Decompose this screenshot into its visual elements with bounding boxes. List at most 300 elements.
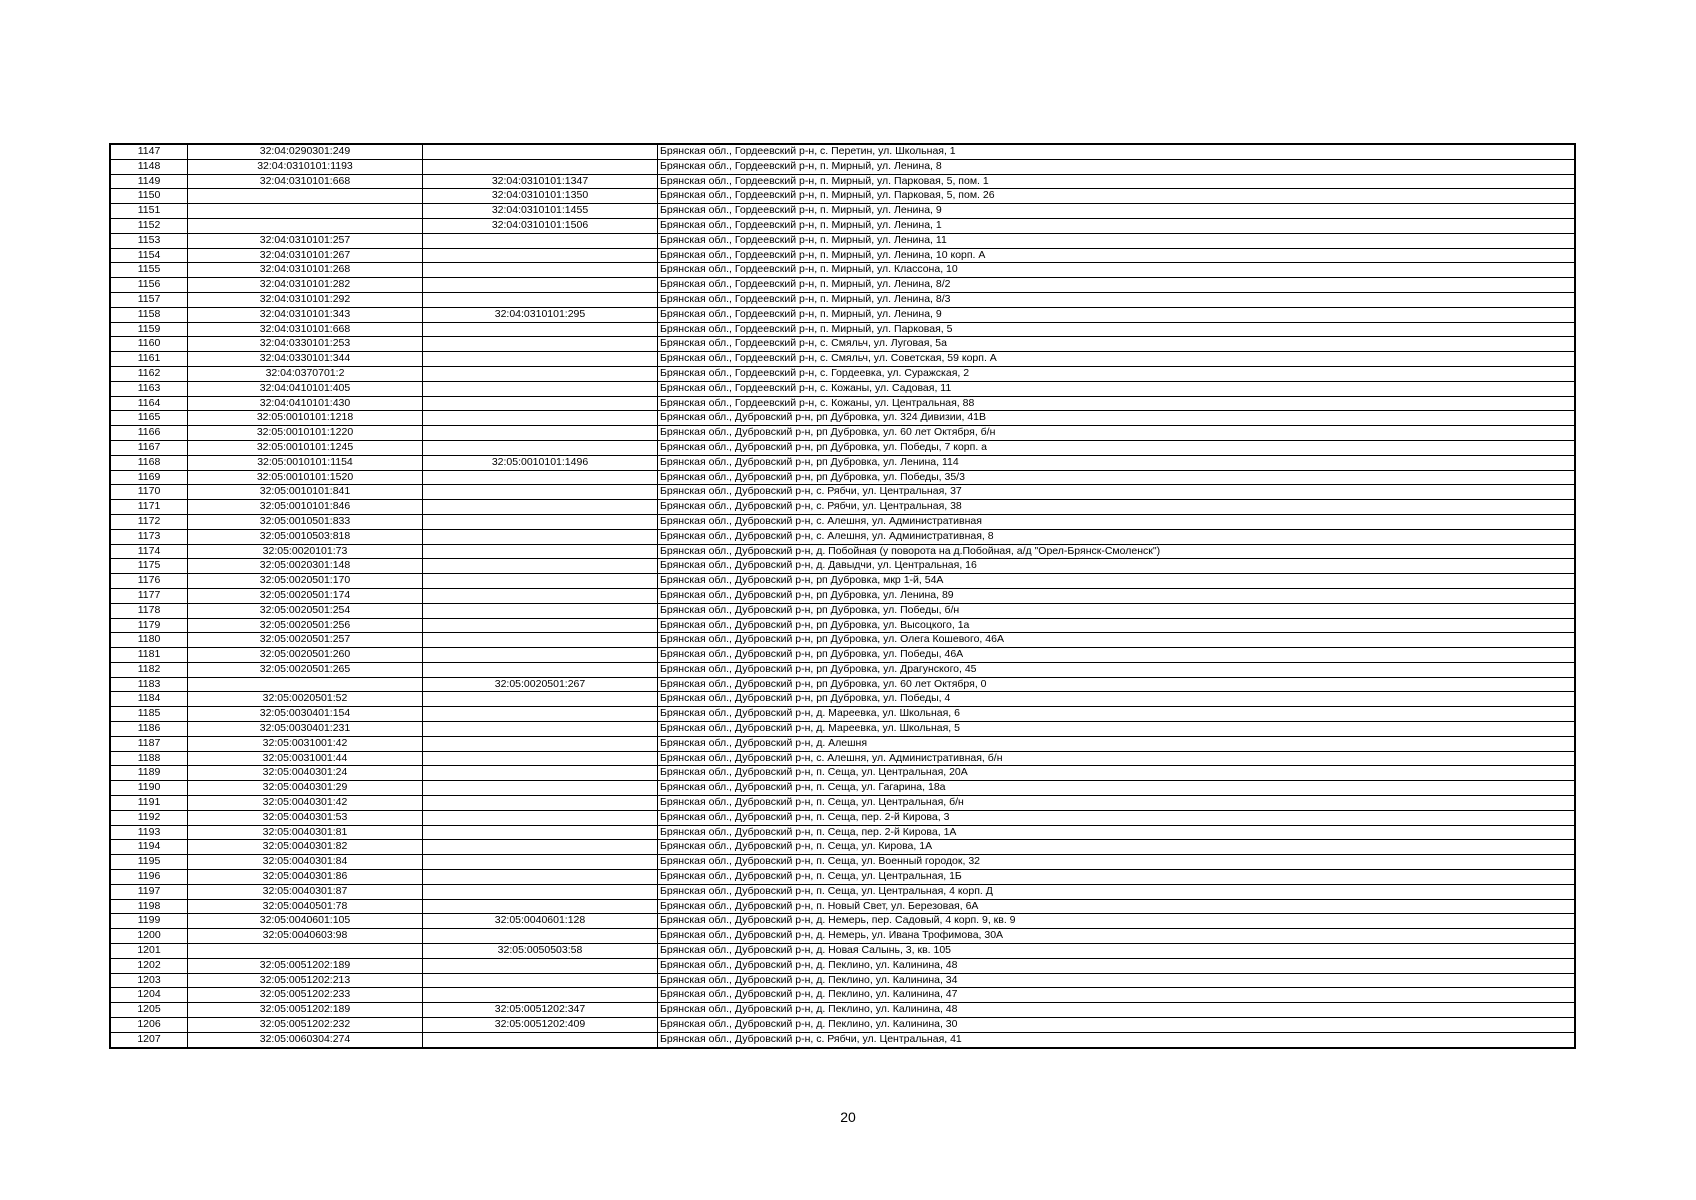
related-cadastral-number-cell	[423, 574, 658, 589]
row-number-cell: 1175	[110, 559, 188, 574]
row-number-cell: 1185	[110, 707, 188, 722]
address-cell: Брянская обл., Дубровский р-н, д. Пеклино, ул. Калинина, 47	[658, 988, 1576, 1003]
row-number-cell: 1201	[110, 944, 188, 959]
address-cell: Брянская обл., Дубровский р-н, рп Дубровка, ул. Победы, 4	[658, 692, 1576, 707]
cadastral-number-cell: 32:04:0310101:292	[188, 292, 423, 307]
cadastral-number-cell: 32:05:0051202:233	[188, 988, 423, 1003]
address-cell: Брянская обл., Дубровский р-н, с. Алешня, ул. Административная, 8	[658, 529, 1576, 544]
address-cell: Брянская обл., Гордеевский р-н, с. Кожаны, ул. Садовая, 11	[658, 381, 1576, 396]
row-number-cell: 1196	[110, 870, 188, 885]
related-cadastral-number-cell	[423, 662, 658, 677]
row-number-cell: 1179	[110, 618, 188, 633]
cadastral-number-cell: 32:04:0330101:253	[188, 337, 423, 352]
table-row	[110, 662, 1575, 677]
address-cell: Брянская обл., Дубровский р-н, п. Сеща, ул. Центральная, б/н	[658, 796, 1576, 811]
related-cadastral-number-cell	[423, 707, 658, 722]
related-cadastral-number-cell	[423, 440, 658, 455]
related-cadastral-number-cell: 32:05:0051202:347	[423, 1003, 658, 1018]
related-cadastral-number-cell	[423, 840, 658, 855]
table-row	[110, 248, 1575, 263]
row-number-cell: 1149	[110, 174, 188, 189]
related-cadastral-number-cell	[423, 796, 658, 811]
row-number-cell: 1172	[110, 514, 188, 529]
related-cadastral-number-cell	[423, 411, 658, 426]
table-row	[110, 514, 1575, 529]
table-row	[110, 796, 1575, 811]
related-cadastral-number-cell	[423, 292, 658, 307]
cadastral-number-cell: 32:05:0030401:154	[188, 707, 423, 722]
row-number-cell: 1148	[110, 159, 188, 174]
cadastral-number-cell: 32:05:0020301:148	[188, 559, 423, 574]
address-cell: Брянская обл., Дубровский р-н, рп Дубровка, ул. Победы, 35/3	[658, 470, 1576, 485]
table-row	[110, 529, 1575, 544]
row-number-cell: 1159	[110, 322, 188, 337]
table-row	[110, 411, 1575, 426]
related-cadastral-number-cell	[423, 870, 658, 885]
address-cell: Брянская обл., Дубровский р-н, п. Сеща, ул. Кирова, 1А	[658, 840, 1576, 855]
table-row	[110, 618, 1575, 633]
address-cell: Брянская обл., Гордеевский р-н, с. Смяльч, ул. Луговая, 5а	[658, 337, 1576, 352]
address-cell: Брянская обл., Дубровский р-н, д. Пеклино, ул. Калинина, 48	[658, 1003, 1576, 1018]
address-cell: Брянская обл., Дубровский р-н, п. Сеща, ул. Центральная, 1Б	[658, 870, 1576, 885]
row-number-cell: 1160	[110, 337, 188, 352]
row-number-cell: 1176	[110, 574, 188, 589]
related-cadastral-number-cell	[423, 248, 658, 263]
address-cell: Брянская обл., Дубровский р-н, рп Дубровка, ул. 60 лет Октября, 0	[658, 677, 1576, 692]
cadastral-number-cell: 32:05:0020501:260	[188, 648, 423, 663]
row-number-cell: 1203	[110, 973, 188, 988]
row-number-cell: 1165	[110, 411, 188, 426]
row-number-cell: 1192	[110, 810, 188, 825]
table-row	[110, 825, 1575, 840]
cadastral-number-cell: 32:05:0010101:1218	[188, 411, 423, 426]
cadastral-number-cell: 32:05:0010101:841	[188, 485, 423, 500]
table-row	[110, 440, 1575, 455]
address-cell: Брянская обл., Гордеевский р-н, п. Мирный, ул. Классона, 10	[658, 263, 1576, 278]
table-row	[110, 899, 1575, 914]
cadastral-number-cell: 32:04:0310101:257	[188, 233, 423, 248]
row-number-cell: 1205	[110, 1003, 188, 1018]
table-row	[110, 366, 1575, 381]
related-cadastral-number-cell	[423, 544, 658, 559]
cadastral-number-cell: 32:05:0020101:73	[188, 544, 423, 559]
cadastral-number-cell: 32:05:0040603:98	[188, 929, 423, 944]
row-number-cell: 1167	[110, 440, 188, 455]
row-number-cell: 1151	[110, 204, 188, 219]
address-cell: Брянская обл., Гордеевский р-н, п. Мирный, ул. Ленина, 8	[658, 159, 1576, 174]
related-cadastral-number-cell	[423, 396, 658, 411]
table-row	[110, 337, 1575, 352]
cadastral-number-cell: 32:05:0010501:833	[188, 514, 423, 529]
row-number-cell: 1189	[110, 766, 188, 781]
address-cell: Брянская обл., Гордеевский р-н, с. Смяльч, ул. Советская, 59 корп. А	[658, 352, 1576, 367]
related-cadastral-number-cell	[423, 958, 658, 973]
cadastral-number-cell: 32:05:0020501:174	[188, 588, 423, 603]
table-row	[110, 707, 1575, 722]
row-number-cell: 1202	[110, 958, 188, 973]
address-cell: Брянская обл., Гордеевский р-н, п. Мирный, ул. Ленина, 9	[658, 307, 1576, 322]
related-cadastral-number-cell	[423, 426, 658, 441]
related-cadastral-number-cell: 32:04:0310101:1347	[423, 174, 658, 189]
cadastral-number-cell: 32:04:0310101:668	[188, 322, 423, 337]
cadastral-number-cell: 32:05:0040301:82	[188, 840, 423, 855]
cadastral-number-cell: 32:04:0410101:430	[188, 396, 423, 411]
address-cell: Брянская обл., Дубровский р-н, д. Мареевка, ул. Школьная, 5	[658, 722, 1576, 737]
table-row	[110, 677, 1575, 692]
related-cadastral-number-cell	[423, 618, 658, 633]
address-cell: Брянская обл., Гордеевский р-н, п. Мирный, ул. Парковая, 5	[658, 322, 1576, 337]
cadastral-number-cell: 32:05:0040301:81	[188, 825, 423, 840]
row-number-cell: 1161	[110, 352, 188, 367]
cadastral-number-cell: 32:05:0040301:53	[188, 810, 423, 825]
cadastral-number-cell: 32:05:0040301:24	[188, 766, 423, 781]
address-cell: Брянская обл., Дубровский р-н, рп Дубровка, ул. Высоцкого, 1а	[658, 618, 1576, 633]
table-row	[110, 810, 1575, 825]
address-cell: Брянская обл., Дубровский р-н, д. Немерь, ул. Ивана Трофимова, 30А	[658, 929, 1576, 944]
table-row	[110, 603, 1575, 618]
cadastral-number-cell: 32:05:0030401:231	[188, 722, 423, 737]
table-row	[110, 233, 1575, 248]
table-row	[110, 485, 1575, 500]
related-cadastral-number-cell	[423, 736, 658, 751]
row-number-cell: 1156	[110, 278, 188, 293]
related-cadastral-number-cell: 32:04:0310101:1350	[423, 189, 658, 204]
table-row	[110, 174, 1575, 189]
row-number-cell: 1197	[110, 884, 188, 899]
related-cadastral-number-cell	[423, 278, 658, 293]
table-row	[110, 840, 1575, 855]
address-cell: Брянская обл., Дубровский р-н, с. Алешня, ул. Административная, б/н	[658, 751, 1576, 766]
related-cadastral-number-cell: 32:05:0010101:1496	[423, 455, 658, 470]
table-row	[110, 159, 1575, 174]
related-cadastral-number-cell	[423, 722, 658, 737]
row-number-cell: 1187	[110, 736, 188, 751]
address-cell: Брянская обл., Дубровский р-н, д. Алешня	[658, 736, 1576, 751]
table-row	[110, 929, 1575, 944]
table-row	[110, 781, 1575, 796]
related-cadastral-number-cell	[423, 559, 658, 574]
related-cadastral-number-cell	[423, 500, 658, 515]
address-cell: Брянская обл., Дубровский р-н, п. Сеща, ул. Военный городок, 32	[658, 855, 1576, 870]
row-number-cell: 1193	[110, 825, 188, 840]
table-row	[110, 958, 1575, 973]
cadastral-number-cell: 32:05:0020501:256	[188, 618, 423, 633]
cadastral-number-cell	[188, 218, 423, 233]
related-cadastral-number-cell: 32:04:0310101:1506	[423, 218, 658, 233]
address-cell: Брянская обл., Дубровский р-н, рп Дубровка, ул. Победы, б/н	[658, 603, 1576, 618]
related-cadastral-number-cell	[423, 884, 658, 899]
related-cadastral-number-cell: 32:05:0020501:267	[423, 677, 658, 692]
row-number-cell: 1190	[110, 781, 188, 796]
row-number-cell: 1152	[110, 218, 188, 233]
row-number-cell: 1204	[110, 988, 188, 1003]
table-row	[110, 914, 1575, 929]
row-number-cell: 1184	[110, 692, 188, 707]
related-cadastral-number-cell	[423, 263, 658, 278]
related-cadastral-number-cell	[423, 603, 658, 618]
cadastral-number-cell: 32:05:0020501:170	[188, 574, 423, 589]
address-cell: Брянская обл., Дубровский р-н, с. Рябчи, ул. Центральная, 38	[658, 500, 1576, 515]
address-cell: Брянская обл., Дубровский р-н, с. Рябчи, ул. Центральная, 37	[658, 485, 1576, 500]
row-number-cell: 1153	[110, 233, 188, 248]
related-cadastral-number-cell	[423, 322, 658, 337]
related-cadastral-number-cell	[423, 810, 658, 825]
row-number-cell: 1177	[110, 588, 188, 603]
related-cadastral-number-cell	[423, 485, 658, 500]
table-row	[110, 218, 1575, 233]
row-number-cell: 1155	[110, 263, 188, 278]
table-row	[110, 870, 1575, 885]
row-number-cell: 1164	[110, 396, 188, 411]
cadastral-number-cell	[188, 944, 423, 959]
cadastral-number-cell: 32:04:0310101:1193	[188, 159, 423, 174]
row-number-cell: 1186	[110, 722, 188, 737]
cadastral-number-cell: 32:05:0020501:254	[188, 603, 423, 618]
related-cadastral-number-cell	[423, 337, 658, 352]
related-cadastral-number-cell	[423, 1032, 658, 1047]
related-cadastral-number-cell	[423, 366, 658, 381]
related-cadastral-number-cell	[423, 751, 658, 766]
address-cell: Брянская обл., Гордеевский р-н, п. Мирный, ул. Ленина, 9	[658, 204, 1576, 219]
address-cell: Брянская обл., Гордеевский р-н, п. Мирный, ул. Ленина, 10 корп. А	[658, 248, 1576, 263]
related-cadastral-number-cell	[423, 529, 658, 544]
table-row	[110, 736, 1575, 751]
related-cadastral-number-cell	[423, 929, 658, 944]
table-row	[110, 307, 1575, 322]
address-cell: Брянская обл., Дубровский р-н, рп Дубровка, ул. Победы, 7 корп. а	[658, 440, 1576, 455]
address-cell: Брянская обл., Дубровский р-н, с. Алешня, ул. Административная	[658, 514, 1576, 529]
table-row	[110, 574, 1575, 589]
related-cadastral-number-cell	[423, 233, 658, 248]
cadastral-number-cell: 32:05:0020501:265	[188, 662, 423, 677]
cadastral-number-cell: 32:05:0040501:78	[188, 899, 423, 914]
table-row	[110, 426, 1575, 441]
table-row	[110, 204, 1575, 219]
cadastral-number-cell: 32:05:0031001:44	[188, 751, 423, 766]
cadastral-number-cell: 32:05:0010101:1154	[188, 455, 423, 470]
table-row	[110, 766, 1575, 781]
cadastral-number-cell: 32:05:0010503:818	[188, 529, 423, 544]
related-cadastral-number-cell	[423, 988, 658, 1003]
address-cell: Брянская обл., Дубровский р-н, рп Дубровка, ул. Ленина, 114	[658, 455, 1576, 470]
cadastral-number-cell: 32:04:0310101:267	[188, 248, 423, 263]
address-cell: Брянская обл., Дубровский р-н, с. Рябчи, ул. Центральная, 41	[658, 1032, 1576, 1047]
cadastral-number-cell: 32:04:0310101:268	[188, 263, 423, 278]
table-row	[110, 973, 1575, 988]
address-cell: Брянская обл., Гордеевский р-н, с. Кожаны, ул. Центральная, 88	[658, 396, 1576, 411]
table-row	[110, 263, 1575, 278]
cadastral-number-cell: 32:05:0040301:42	[188, 796, 423, 811]
row-number-cell: 1171	[110, 500, 188, 515]
row-number-cell: 1154	[110, 248, 188, 263]
cadastral-number-cell: 32:05:0060304:274	[188, 1032, 423, 1047]
address-cell: Брянская обл., Дубровский р-н, п. Сеща, ул. Центральная, 20А	[658, 766, 1576, 781]
address-cell: Брянская обл., Гордеевский р-н, п. Мирный, ул. Парковая, 5, пом. 1	[658, 174, 1576, 189]
registry-table-body	[110, 144, 1575, 1048]
address-cell: Брянская обл., Дубровский р-н, рп Дубровка, ул. Драгунского, 45	[658, 662, 1576, 677]
address-cell: Брянская обл., Дубровский р-н, п. Сеща, ул. Центральная, 4 корп. Д	[658, 884, 1576, 899]
table-row	[110, 396, 1575, 411]
related-cadastral-number-cell: 32:04:0310101:295	[423, 307, 658, 322]
cadastral-number-cell: 32:05:0010101:1520	[188, 470, 423, 485]
table-row	[110, 544, 1575, 559]
table-row	[110, 352, 1575, 367]
cadastral-number-cell: 32:05:0040301:86	[188, 870, 423, 885]
related-cadastral-number-cell	[423, 973, 658, 988]
table-row	[110, 381, 1575, 396]
cadastral-number-cell: 32:04:0310101:668	[188, 174, 423, 189]
row-number-cell: 1198	[110, 899, 188, 914]
address-cell: Брянская обл., Дубровский р-н, д. Побойная (у поворота на д.Побойная, а/д "Орел-Брянск-Смоленск")	[658, 544, 1576, 559]
table-row	[110, 1018, 1575, 1033]
row-number-cell: 1200	[110, 929, 188, 944]
related-cadastral-number-cell	[423, 825, 658, 840]
row-number-cell: 1207	[110, 1032, 188, 1047]
table-row	[110, 692, 1575, 707]
address-cell: Брянская обл., Дубровский р-н, д. Новая Салынь, 3, кв. 105	[658, 944, 1576, 959]
address-cell: Брянская обл., Дубровский р-н, д. Пеклино, ул. Калинина, 48	[658, 958, 1576, 973]
related-cadastral-number-cell	[423, 855, 658, 870]
related-cadastral-number-cell	[423, 470, 658, 485]
row-number-cell: 1195	[110, 855, 188, 870]
cadastral-number-cell: 32:05:0010101:1220	[188, 426, 423, 441]
cadastral-number-cell: 32:05:0010101:1245	[188, 440, 423, 455]
row-number-cell: 1147	[110, 144, 188, 159]
registry-table	[109, 143, 1576, 1049]
cadastral-number-cell: 32:05:0010101:846	[188, 500, 423, 515]
row-number-cell: 1158	[110, 307, 188, 322]
table-row	[110, 855, 1575, 870]
row-number-cell: 1199	[110, 914, 188, 929]
address-cell: Брянская обл., Гордеевский р-н, п. Мирный, ул. Ленина, 8/2	[658, 278, 1576, 293]
cadastral-number-cell: 32:05:0051202:213	[188, 973, 423, 988]
address-cell: Брянская обл., Дубровский р-н, д. Давыдчи, ул. Центральная, 16	[658, 559, 1576, 574]
table-row	[110, 189, 1575, 204]
related-cadastral-number-cell	[423, 648, 658, 663]
row-number-cell: 1166	[110, 426, 188, 441]
table-row	[110, 322, 1575, 337]
cadastral-number-cell: 32:04:0410101:405	[188, 381, 423, 396]
page-number: 20	[840, 1109, 856, 1125]
row-number-cell: 1174	[110, 544, 188, 559]
address-cell: Брянская обл., Дубровский р-н, рп Дубровка, ул. 60 лет Октября, б/н	[658, 426, 1576, 441]
cadastral-number-cell: 32:05:0020501:257	[188, 633, 423, 648]
table-row	[110, 722, 1575, 737]
table-row	[110, 292, 1575, 307]
cadastral-number-cell: 32:04:0330101:344	[188, 352, 423, 367]
cadastral-number-cell: 32:05:0051202:189	[188, 1003, 423, 1018]
row-number-cell: 1181	[110, 648, 188, 663]
row-number-cell: 1162	[110, 366, 188, 381]
row-number-cell: 1163	[110, 381, 188, 396]
address-cell: Брянская обл., Гордеевский р-н, п. Мирный, ул. Ленина, 1	[658, 218, 1576, 233]
table-row	[110, 988, 1575, 1003]
table-row	[110, 455, 1575, 470]
row-number-cell: 1206	[110, 1018, 188, 1033]
address-cell: Брянская обл., Дубровский р-н, рп Дубровка, ул. Победы, 46А	[658, 648, 1576, 663]
address-cell: Брянская обл., Дубровский р-н, рп Дубровка, ул. Олега Кошевого, 46А	[658, 633, 1576, 648]
row-number-cell: 1150	[110, 189, 188, 204]
address-cell: Брянская обл., Дубровский р-н, п. Сеща, пер. 2-й Кирова, 3	[658, 810, 1576, 825]
cadastral-number-cell	[188, 677, 423, 692]
cadastral-number-cell: 32:05:0040301:29	[188, 781, 423, 796]
cadastral-number-cell: 32:04:0290301:249	[188, 144, 423, 159]
address-cell: Брянская обл., Дубровский р-н, рп Дубровка, ул. Ленина, 89	[658, 588, 1576, 603]
address-cell: Брянская обл., Дубровский р-н, д. Пеклино, ул. Калинина, 30	[658, 1018, 1576, 1033]
related-cadastral-number-cell: 32:04:0310101:1455	[423, 204, 658, 219]
address-cell: Брянская обл., Гордеевский р-н, п. Мирный, ул. Ленина, 8/3	[658, 292, 1576, 307]
table-row	[110, 944, 1575, 959]
row-number-cell: 1183	[110, 677, 188, 692]
cadastral-number-cell: 32:04:0310101:343	[188, 307, 423, 322]
table-row	[110, 588, 1575, 603]
related-cadastral-number-cell	[423, 352, 658, 367]
address-cell: Брянская обл., Дубровский р-н, п. Сеща, пер. 2-й Кирова, 1А	[658, 825, 1576, 840]
table-row	[110, 470, 1575, 485]
row-number-cell: 1180	[110, 633, 188, 648]
related-cadastral-number-cell	[423, 899, 658, 914]
table-row	[110, 1003, 1575, 1018]
cadastral-number-cell: 32:05:0040301:87	[188, 884, 423, 899]
related-cadastral-number-cell	[423, 633, 658, 648]
cadastral-number-cell: 32:04:0370701:2	[188, 366, 423, 381]
address-cell: Брянская обл., Дубровский р-н, п. Сеща, ул. Гагарина, 18а	[658, 781, 1576, 796]
address-cell: Брянская обл., Дубровский р-н, д. Пеклино, ул. Калинина, 34	[658, 973, 1576, 988]
address-cell: Брянская обл., Гордеевский р-н, п. Мирный, ул. Парковая, 5, пом. 26	[658, 189, 1576, 204]
address-cell: Брянская обл., Гордеевский р-н, с. Гордеевка, ул. Суражская, 2	[658, 366, 1576, 381]
related-cadastral-number-cell	[423, 766, 658, 781]
related-cadastral-number-cell	[423, 381, 658, 396]
table-row	[110, 144, 1575, 159]
table-row	[110, 884, 1575, 899]
table-row	[110, 1032, 1575, 1047]
table-row	[110, 500, 1575, 515]
row-number-cell: 1182	[110, 662, 188, 677]
cadastral-number-cell: 32:05:0051202:232	[188, 1018, 423, 1033]
cadastral-number-cell: 32:05:0051202:189	[188, 958, 423, 973]
address-cell: Брянская обл., Гордеевский р-н, с. Перетин, ул. Школьная, 1	[658, 144, 1576, 159]
table-row	[110, 278, 1575, 293]
related-cadastral-number-cell	[423, 588, 658, 603]
address-cell: Брянская обл., Дубровский р-н, д. Мареевка, ул. Школьная, 6	[658, 707, 1576, 722]
row-number-cell: 1170	[110, 485, 188, 500]
cadastral-number-cell	[188, 189, 423, 204]
cadastral-number-cell: 32:05:0040601:105	[188, 914, 423, 929]
cadastral-number-cell: 32:04:0310101:282	[188, 278, 423, 293]
address-cell: Брянская обл., Дубровский р-н, рп Дубровка, мкр 1-й, 54А	[658, 574, 1576, 589]
row-number-cell: 1173	[110, 529, 188, 544]
table-row	[110, 559, 1575, 574]
row-number-cell: 1157	[110, 292, 188, 307]
address-cell: Брянская обл., Дубровский р-н, рп Дубровка, ул. 324 Дивизии, 41В	[658, 411, 1576, 426]
table-row	[110, 648, 1575, 663]
table-row	[110, 633, 1575, 648]
cadastral-number-cell: 32:05:0040301:84	[188, 855, 423, 870]
cadastral-number-cell	[188, 204, 423, 219]
row-number-cell: 1194	[110, 840, 188, 855]
row-number-cell: 1168	[110, 455, 188, 470]
table-row	[110, 751, 1575, 766]
related-cadastral-number-cell: 32:05:0051202:409	[423, 1018, 658, 1033]
address-cell: Брянская обл., Дубровский р-н, д. Немерь, пер. Садовый, 4 корп. 9, кв. 9	[658, 914, 1576, 929]
row-number-cell: 1188	[110, 751, 188, 766]
cadastral-number-cell: 32:05:0031001:42	[188, 736, 423, 751]
related-cadastral-number-cell	[423, 159, 658, 174]
related-cadastral-number-cell	[423, 144, 658, 159]
address-cell: Брянская обл., Гордеевский р-н, п. Мирный, ул. Ленина, 11	[658, 233, 1576, 248]
row-number-cell: 1191	[110, 796, 188, 811]
row-number-cell: 1169	[110, 470, 188, 485]
